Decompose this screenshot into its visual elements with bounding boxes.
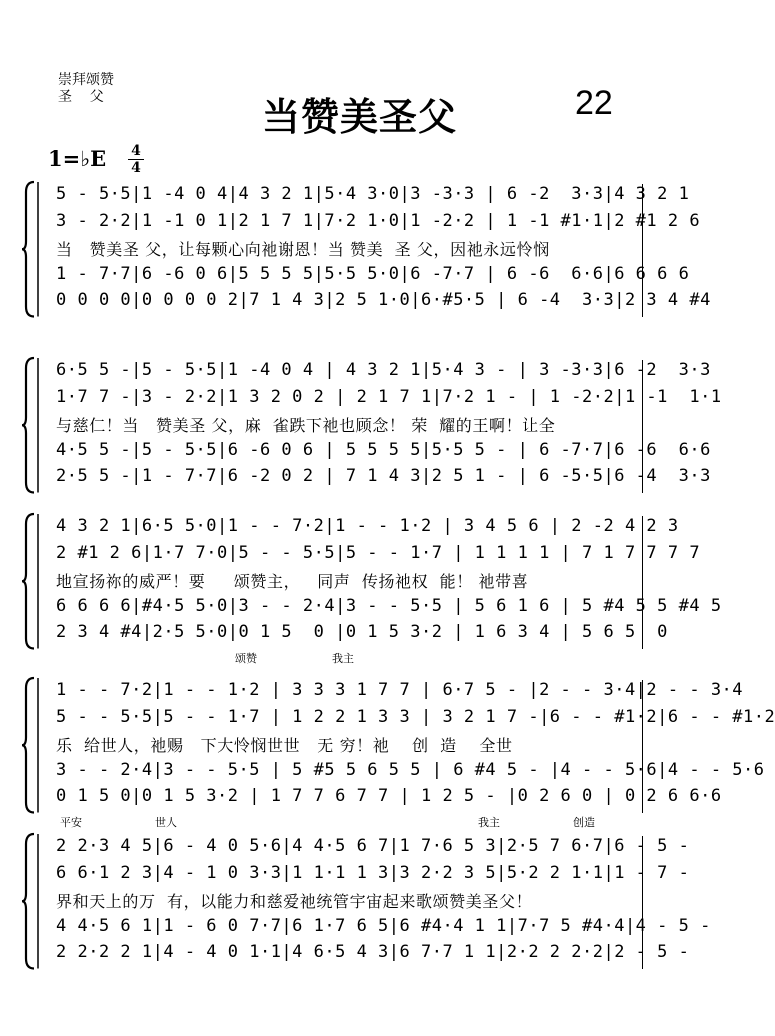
alto-line: 3 - 2·2|1 -1 0 1|2 1 7 1|7·2 1·0|1 -2·2 | 1 -1 #1·1|2 #1 2 6 — [56, 210, 701, 231]
soprano-line: 6·5 5 -|5 - 5·5|1 -4 0 4 | 4 3 2 1|5·4 3 - | 3 -3·3|6 -2 3·3 — [56, 360, 711, 380]
soprano-line: 4 3 2 1|6·5 5·0|1 - - 7·2|1 - - 1·2 | 3 4 5 6 | 2 -2 4 2 3 — [56, 516, 679, 536]
hymn-category — [58, 72, 114, 106]
key-signature: 1=♭E — [48, 146, 107, 171]
bass-line: 2 3 4 #4|2·5 5·0|0 1 5 0 |0 1 5 3·2 | 1 6 3 4 | 5 6 5 0 — [56, 622, 668, 642]
alto-line: 5 - - 5·5|5 - - 1·7 | 1 2 2 1 3 3 | 3 2 1 7 -|6 - - #1·2|6 - - #1·2 — [56, 706, 775, 727]
tenor-line: 4·5 5 -|5 - 5·5|6 -6 0 6 | 5 5 5 5|5·5 5 - | 6 -7·7|6 -6 6·6 — [56, 439, 711, 460]
category-line-2: 圣 父 — [58, 89, 104, 105]
bass-lyric-note: 我主 — [478, 816, 500, 829]
tenor-line: 3 - - 2·4|3 - - 5·5 | 5 #5 5 6 5 5 | 6 #4 5 - |4 - - 5·6|4 - - 5·6 — [56, 759, 765, 780]
system-brace-icon — [22, 512, 38, 651]
system-brace-icon — [22, 676, 38, 815]
system-brace-icon — [22, 832, 38, 971]
final-barline — [642, 836, 643, 969]
score-system — [0, 832, 711, 975]
score-system — [0, 676, 775, 829]
bass-lyric-note: 创造 — [573, 816, 595, 829]
system-brace-icon — [22, 180, 38, 319]
soprano-line: 5 - 5·5|1 -4 0 4|4 3 2 1|5·4 3·0|3 -3·3 | 6 -2 3·3|4 3 2 1 — [56, 184, 690, 204]
final-barline — [642, 516, 643, 649]
tenor-line: 6 6 6 6|#4·5 5·0|3 - - 2·4|3 - - 5·5 | 5 6 1 6 | 5 #4 5 5 #4 5 — [56, 595, 722, 616]
score-system — [0, 356, 722, 499]
bass-lyric-note: 我主 — [332, 652, 354, 665]
lyrics-line: 地宣扬祢的威严！要 颂赞主， 同声 传扬祂权 能！ 祂带喜 — [56, 572, 529, 591]
hymn-number: 22 — [575, 84, 613, 122]
lyrics-line: 乐 给世人，祂赐 下大怜悯世世 无 穷！祂 创 造 全世 — [56, 736, 513, 755]
final-barline — [642, 680, 643, 813]
score-system — [0, 180, 711, 323]
time-signature-bottom: 4 — [131, 160, 141, 176]
soprano-line: 2 2·3 4 5|6 - 4 0 5·6|4 4·5 6 7|1 7·6 5 3|2·5 7 6·7|6 - 5 - — [56, 836, 690, 856]
time-signature-top: 4 — [131, 143, 141, 159]
final-barline — [642, 360, 643, 493]
time-signature — [128, 144, 144, 175]
system-brace-icon — [22, 356, 38, 495]
bass-lyric-note: 平安 — [60, 816, 82, 829]
score-system — [0, 512, 722, 665]
alto-line: 1·7 7 -|3 - 2·2|1 3 2 0 2 | 2 1 7 1|7·2 1 - | 1 -2·2|1 -1 1·1 — [56, 386, 722, 407]
tenor-line: 1 - 7·7|6 -6 0 6|5 5 5 5|5·5 5·0|6 -7·7 | 6 -6 6·6|6 6 6 6 — [56, 263, 690, 284]
final-barline — [642, 184, 643, 317]
lyrics-line: 界和天上的万 有，以能力和慈爱祂统管宇宙起来歌颂赞美圣父！ — [56, 892, 533, 911]
tenor-line: 4 4·5 6 1|1 - 6 0 7·7|6 1·7 6 5|6 #4·4 1 1|7·7 5 #4·4|4 - 5 - — [56, 915, 711, 936]
bass-lyric-note: 世人 — [155, 816, 177, 829]
bass-line: 2 2·2 2 1|4 - 4 0 1·1|4 6·5 4 3|6 7·7 1 1|2·2 2 2·2|2 - 5 - — [56, 942, 690, 962]
lyrics-line: 当 赞美圣 父，让每颗心向祂谢恩！当 赞美 圣 父，因祂永远怜悯 — [56, 240, 550, 259]
bass-line: 0 0 0 0|0 0 0 0 2|7 1 4 3|2 5 1·0|6·#5·5 | 6 -4 3·3|2 3 4 #4 — [56, 290, 711, 310]
bass-lyric-note: 颂赞 — [235, 652, 257, 665]
song-title: 当赞美圣父 — [262, 94, 458, 139]
lyrics-line: 与慈仁！当 赞美圣 父，麻 雀跌下祂也顾念！ 荣 耀的王啊！让全 — [56, 416, 556, 435]
bass-line: 0 1 5 0|0 1 5 3·2 | 1 7 7 6 7 7 | 1 2 5 - |0 2 6 0 | 0 2 6 6·6 — [56, 786, 722, 806]
alto-line: 6 6·1 2 3|4 - 1 0 3·3|1 1·1 1 3|3 2·2 3 5|5·2 2 1·1|1 - 7 - — [56, 862, 690, 883]
bass-line: 2·5 5 -|1 - 7·7|6 -2 0 2 | 7 1 4 3|2 5 1 - | 6 -5·5|6 -4 3·3 — [56, 466, 711, 486]
category-line-1: 崇拜颂赞 — [58, 72, 114, 88]
soprano-line: 1 - - 7·2|1 - - 1·2 | 3 3 3 1 7 7 | 6·7 5 - |2 - - 3·4|2 - - 3·4 — [56, 680, 744, 700]
alto-line: 2 #1 2 6|1·7 7·0|5 - - 5·5|5 - - 1·7 | 1 1 1 1 | 7 1 7 7 7 7 — [56, 542, 701, 563]
